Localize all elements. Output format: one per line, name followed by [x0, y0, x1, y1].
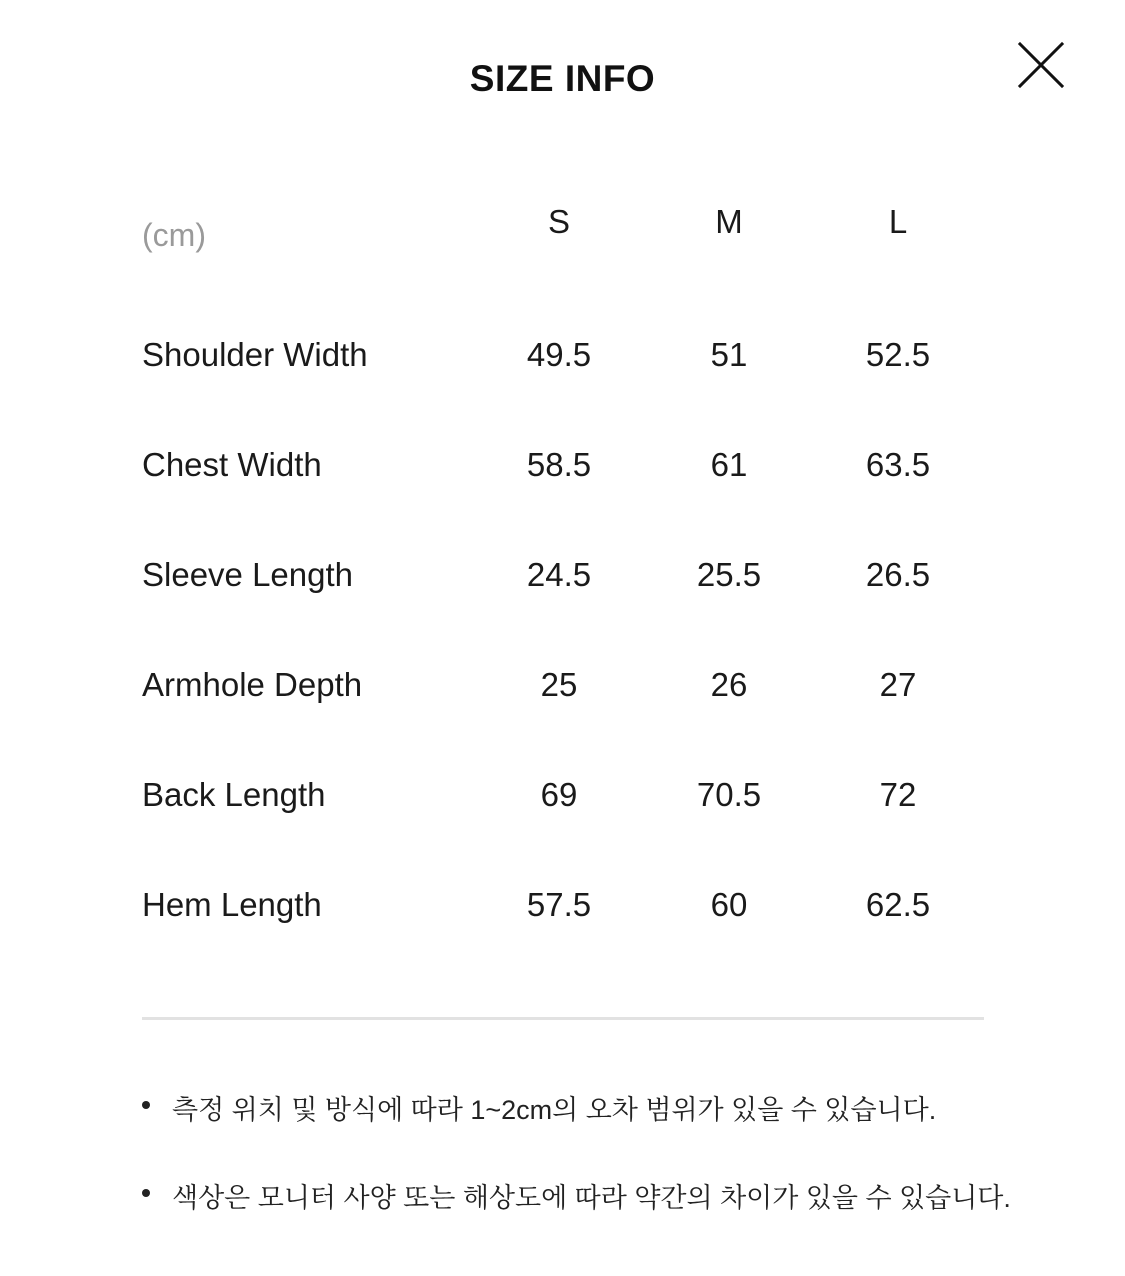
row-label: Hem Length	[142, 886, 322, 923]
table-row	[142, 748, 984, 858]
close-icon	[1012, 36, 1070, 94]
value-l: 62.5	[865, 886, 931, 923]
size-header-l: L	[888, 203, 908, 240]
close-button[interactable]	[1012, 36, 1070, 94]
row-label: Armhole Depth	[142, 666, 363, 703]
note-item	[142, 1088, 1042, 1176]
table-header-row	[142, 195, 984, 253]
table-row	[142, 528, 984, 638]
value-l: 26.5	[865, 556, 931, 593]
value-s: 58.5	[526, 446, 592, 483]
row-label: Chest Width	[142, 446, 322, 483]
value-s: 25	[540, 666, 578, 703]
divider	[142, 1017, 984, 1020]
row-label: Back Length	[142, 776, 326, 813]
bullet-icon	[142, 1189, 150, 1197]
value-m: 26	[710, 666, 748, 703]
table-row	[142, 308, 984, 418]
table-row	[142, 418, 984, 528]
unit-label: (cm)	[142, 217, 206, 253]
value-s: 57.5	[526, 886, 592, 923]
size-table	[142, 195, 984, 968]
row-label: Shoulder Width	[142, 336, 368, 373]
note-text: 측정 위치 및 방식에 따라 1~2cm의 오차 범위가 있을 수 있습니다.	[172, 1095, 937, 1125]
value-l: 63.5	[865, 446, 931, 483]
row-label: Sleeve Length	[142, 556, 354, 593]
value-m: 60	[710, 886, 748, 923]
value-m: 61	[710, 446, 748, 483]
value-m: 51	[710, 336, 748, 373]
note-text: 색상은 모니터 사양 또는 해상도에 따라 약간의 차이가 있을 수 있습니다.	[172, 1183, 1011, 1213]
value-m: 70.5	[696, 776, 762, 813]
value-s: 69	[540, 776, 578, 813]
value-l: 72	[879, 776, 917, 813]
notes-list	[142, 1088, 1042, 1264]
value-l: 52.5	[865, 336, 931, 373]
value-s: 24.5	[526, 556, 592, 593]
table-row	[142, 638, 984, 748]
value-s: 49.5	[526, 336, 592, 373]
size-header-s: S	[547, 203, 570, 240]
table-row	[142, 858, 984, 968]
bullet-icon	[142, 1101, 150, 1109]
value-l: 27	[879, 666, 917, 703]
note-item	[142, 1176, 1042, 1264]
page-title: SIZE INFO	[469, 58, 656, 99]
value-m: 25.5	[696, 556, 762, 593]
size-header-m: M	[715, 203, 743, 240]
